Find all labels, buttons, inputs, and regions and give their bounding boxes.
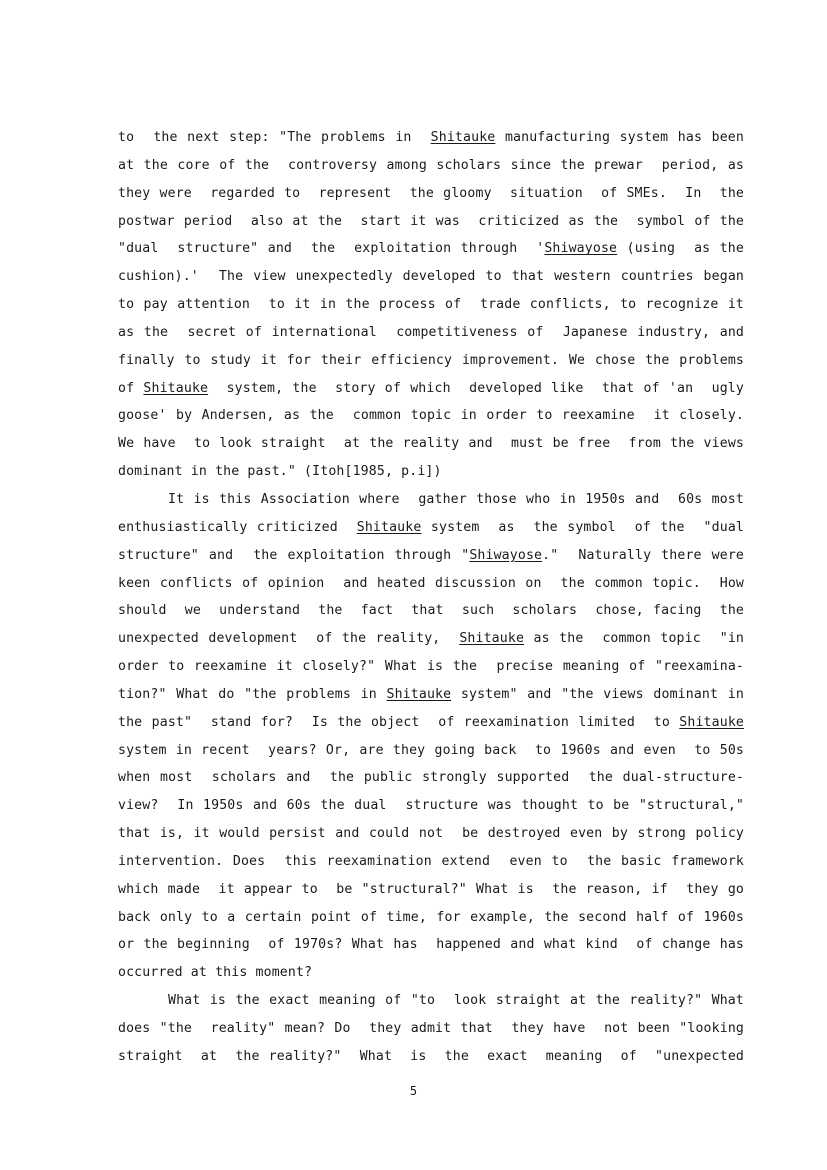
underlined-term: Shiwayose [469, 547, 543, 563]
text-line: tion?" What do "the problems in Shitauke system" and "the views dominant in [118, 686, 744, 702]
page-number: 5 [409, 1084, 418, 1098]
text-line: that is, it would persist and could not be destroyed even by strong policy [118, 826, 744, 842]
text-line: does "the reality" mean? Do they admit that they have not been "looking [118, 1021, 744, 1036]
text-line: back only to a certain point of time, for example, the second half of 1960s [118, 909, 744, 925]
text-line: at the core of the controversy among scholars since the prewar period, as [118, 157, 744, 173]
text-line: system in recent years? Or, are they going back to 1960s and even to 50s [118, 742, 744, 758]
text-line: What is the exact meaning of "to look straight at the reality?" What [168, 993, 744, 1009]
text-line: they were regarded to represent the gloomy situation of SMEs. In the [118, 185, 744, 201]
text-line: cushion).' The view unexpectedly developed to that western countries began [118, 269, 744, 285]
text-line: as the secret of international competitiveness of Japanese industry, and [118, 324, 744, 340]
underlined-term: Shiwayose [544, 241, 618, 257]
text-line: enthusiastically criticized Shitauke system as the symbol of the "dual [118, 519, 744, 535]
underlined-term: Shitauke [386, 686, 452, 702]
underlined-term: Shitauke [143, 380, 209, 396]
text-line: should we understand the fact that such scholars chose, facing the [118, 603, 744, 619]
underlined-term: Shitauke [356, 519, 422, 535]
paragraph-association [118, 486, 744, 987]
text-line: intervention. Does this reexamination extend even to the basic framework [118, 853, 744, 869]
text-line: which made it appear to be "structural?" What is the reason, if they go [118, 881, 744, 897]
text-line: order to reexamine it closely?" What is the precise meaning of "reexamina- [118, 659, 744, 675]
text-line: to pay attention to it in the process of trade conflicts, to recognize it [118, 297, 744, 313]
underlined-term: Shitauke [430, 130, 496, 145]
text-line: We have to look straight at the reality and must be free from the views [118, 436, 744, 452]
text-line: the past" stand for? Is the object of reexamination limited to Shitauke [118, 714, 744, 730]
text-line: goose' by Andersen, as the common topic in order to reexamine it closely. [118, 408, 744, 424]
text-line: unexpected development of the reality, Shitauke as the common topic "in [118, 631, 744, 647]
text-line: occurred at this moment? [118, 965, 313, 981]
underlined-term: Shitauke [679, 714, 744, 730]
text-line: of Shitauke system, the story of which developed like that of 'an ugly [118, 380, 744, 396]
text-line: dominant in the past." (Itoh[1985, p.i]) [118, 464, 442, 480]
paragraph-quotation [118, 124, 744, 486]
text-line: It is this Association where gather those who in 1950s and 60s most [168, 491, 744, 507]
text-line: structure" and the exploitation through "Shiwayose." Naturally there were [118, 547, 744, 563]
text-line: postwar period also at the start it was criticized as the symbol of the [118, 213, 744, 229]
paragraph-reality [118, 987, 744, 1071]
text-line: or the beginning of 1970s? What has happened and what kind of change has [118, 937, 744, 953]
text-line: view? In 1950s and 60s the dual structure was thought to be "structural," [118, 798, 744, 814]
text-line: keen conflicts of opinion and heated discussion on the common topic. How [118, 575, 744, 591]
underlined-term: Shitauke [459, 631, 525, 647]
body-text [118, 124, 744, 1071]
text-line: when most scholars and the public strongly supported the dual-structure- [118, 770, 744, 786]
text-line: straight at the reality?" What is the exact meaning of "unexpected [118, 1048, 744, 1064]
text-line: finally to study it for their efficiency improvement. We chose the problems [118, 352, 744, 368]
text-line: "dual structure" and the exploitation through 'Shiwayose (using as the [118, 241, 744, 257]
text-line: to the next step: "The problems in Shitauke manufacturing system has been [118, 130, 744, 145]
